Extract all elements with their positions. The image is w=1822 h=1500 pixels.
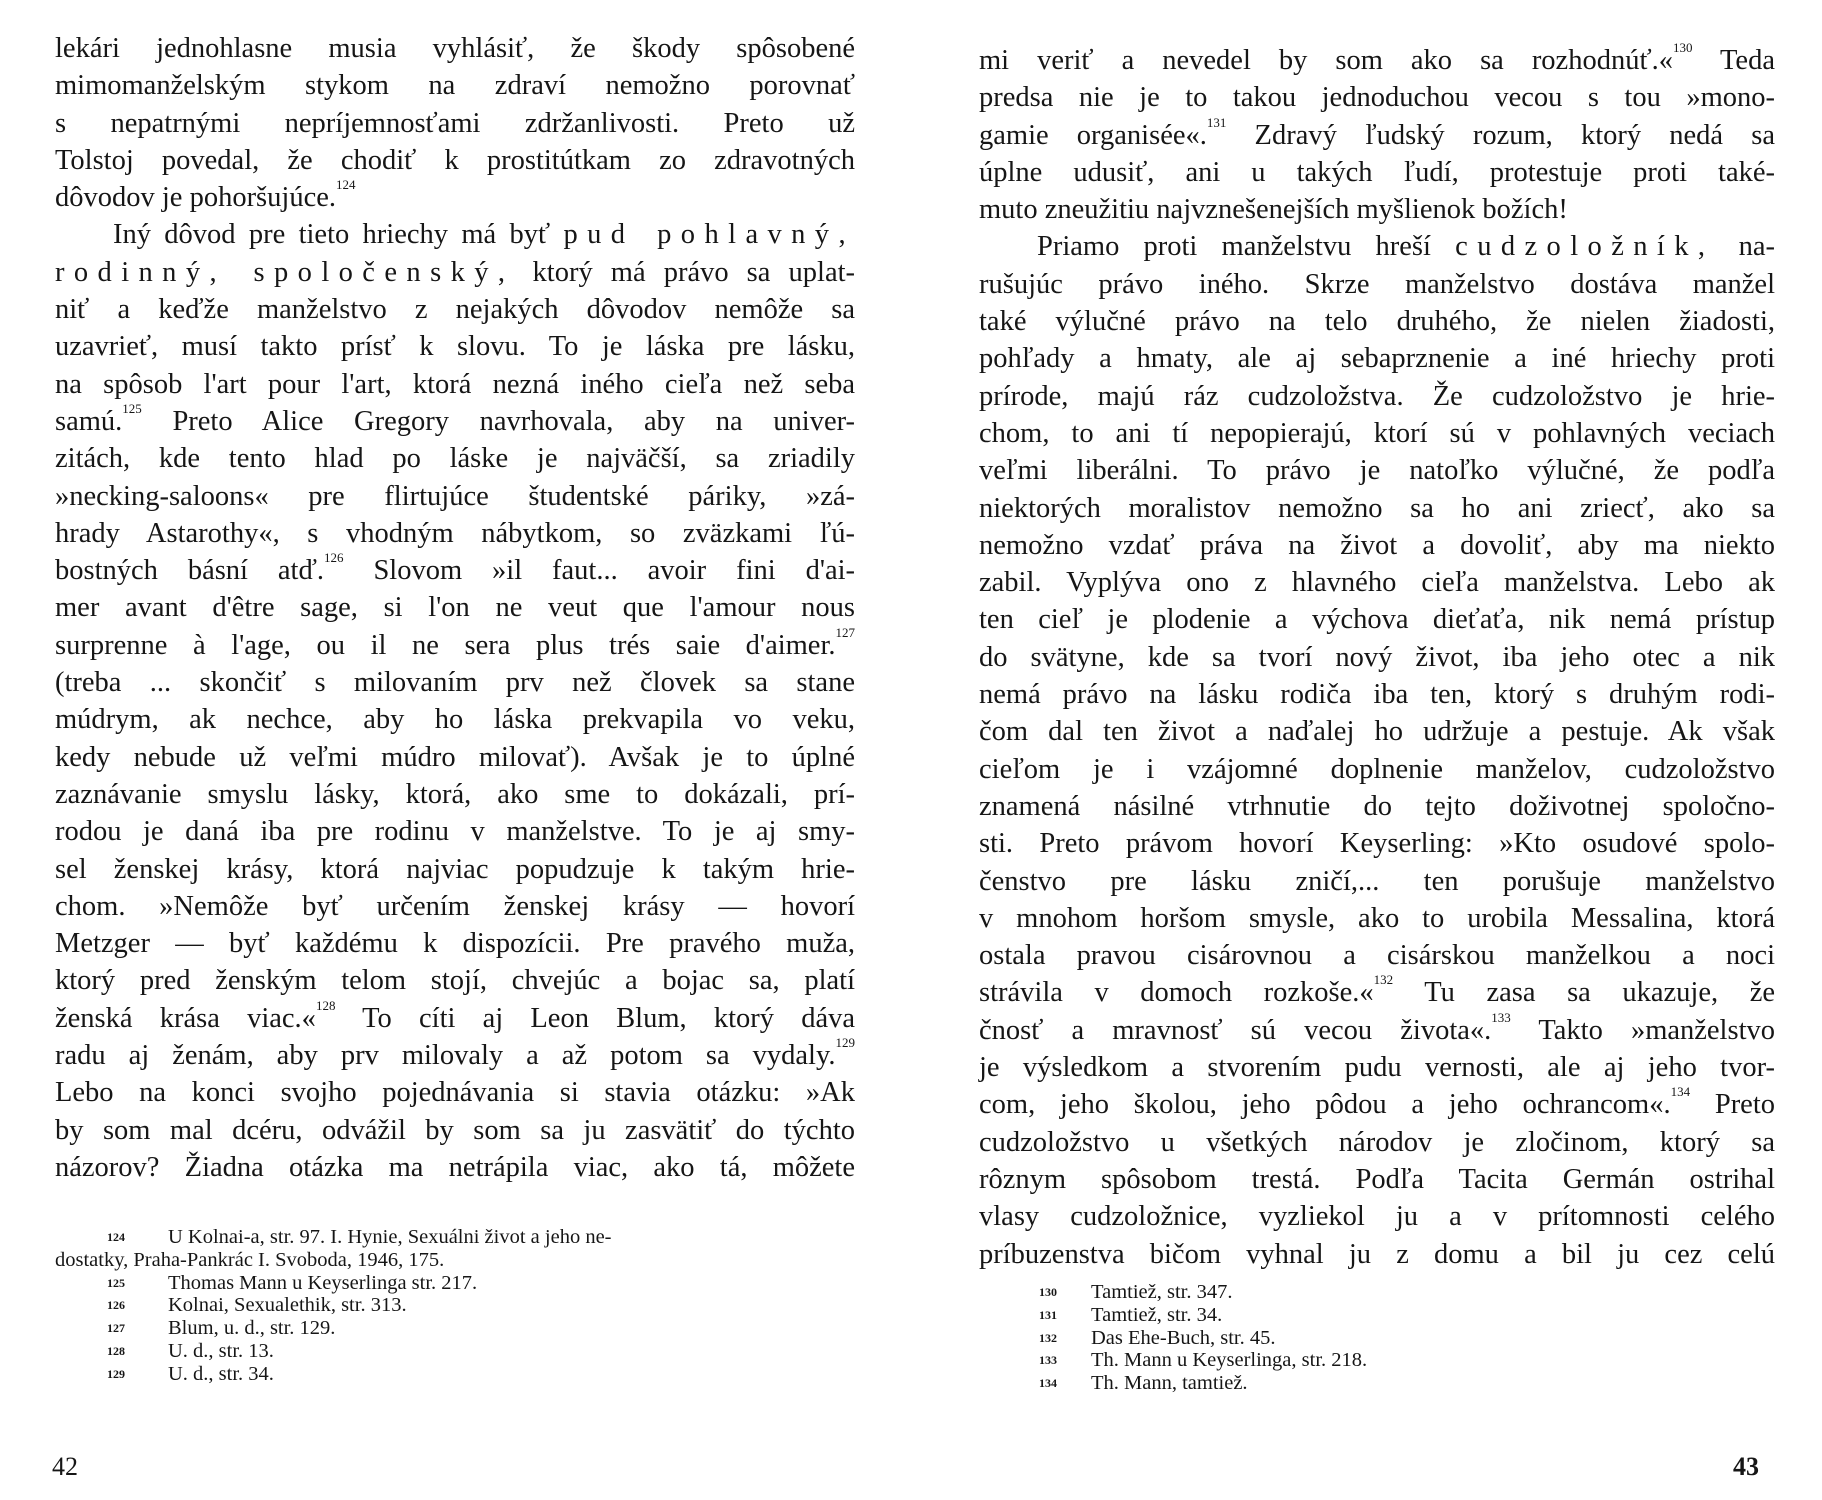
text-segment: ktorý má právo sa uplat-: [532, 256, 856, 288]
footnote-number: 124: [107, 1230, 125, 1244]
footnote-number: 133: [1039, 1353, 1057, 1368]
footnote: [55, 1340, 875, 1363]
text-line: [55, 179, 855, 216]
right-body-text: [979, 42, 1775, 1273]
text-segment: Preto Alice Gregory navrhovala, aby na univer-: [172, 405, 856, 437]
text-segment: Tu zasa sa ukazuje, že: [1424, 977, 1775, 1009]
text-line: mimomanželským stykom na zdraví nemožno porovnať: [55, 70, 855, 102]
text-line: by som mal dcéru, odvážil by som sa ju zasvätiť do týchto: [55, 1114, 855, 1146]
spaced-term: cudzoložník,: [1455, 231, 1715, 263]
text-line: [55, 624, 855, 664]
spaced-term: pud pohlavný,: [563, 219, 855, 251]
footnote-text: Tamtiež, str. 34.: [1091, 1303, 1223, 1326]
text-line: pohľady a hmaty, ale aj sebaprznenie a iné hriechy proti: [979, 343, 1775, 375]
text-line: cudzoložstvo u všetkých národov je zločinom, ktorý sa: [979, 1126, 1775, 1158]
text-segment: Preto: [1714, 1089, 1776, 1121]
text-line: múdrym, ak nechce, aby ho láska prekvapila vo veku,: [55, 704, 855, 736]
footnote-text: Das Ehe-Buch, str. 45.: [1091, 1326, 1276, 1349]
text-line: názorov? Žiadna otázka ma netrápila viac, ako tá, môžete: [55, 1151, 855, 1183]
text-line: [55, 400, 856, 440]
footnote-text: U Kolnai-a, str. 97. I. Hynie, Sexuálni život a jeho ne-: [168, 1226, 612, 1248]
text-line: [979, 974, 1775, 1011]
text-line: [979, 1009, 1775, 1049]
footnote-ref: 129: [835, 1035, 855, 1051]
text-line: ostala pravou cisárovnou a cisárskou manželkou a noci: [979, 940, 1775, 972]
text-line: [55, 552, 855, 589]
footnote-number: 125: [107, 1275, 125, 1290]
text-line: niektorých moralistov nemožno sa ho ani zriecť, ako sa: [979, 492, 1775, 524]
text-line: úplne udusiť, ani u takých ľudí, protestuje proti také-: [979, 156, 1775, 188]
text-line: prírode, majú ráz cudzoložstva. Že cudzoložstvo je hrie-: [979, 380, 1775, 412]
text-line: čenstvo pre lásku zničí,... ten porušuje manželstvo: [979, 865, 1775, 897]
text-line: [55, 254, 855, 291]
text-line: nemá právo na lásku rodiča iba ten, ktorý s druhým rodi-: [979, 679, 1775, 711]
text-line: zabil. Vyplýva ono z hlavného cieľa manželstva. Lebo ak: [979, 567, 1775, 599]
text-line: zaznávanie smyslu lásky, ktorá, ako sme to dokázali, prí-: [55, 778, 855, 810]
text-line: rodou je daná iba pre rodinu v manželstve. To je aj smy-: [55, 816, 855, 848]
footnote-ref: 132: [1373, 972, 1394, 988]
text-line: na spôsob l'art pour l'art, ktorá nezná iného cieľa než seba: [55, 368, 855, 400]
text-line: ten cieľ je plodenie a výchova dieťaťa, nik nemá prístup: [979, 604, 1775, 636]
text-line: ktorý pred ženským telom stojí, chvejúc a bojac sa, platí: [55, 965, 855, 997]
text-line: chom, to ani tí nepopierajú, ktorí sú v pohlavných veciach: [979, 417, 1775, 449]
text-line: do svätyne, kde sa tvorí nový život, iba jeho otec a nik: [979, 641, 1775, 673]
text-line: príbuzenstva bičom vyhnal ju z domu a bil ju cez celú: [979, 1238, 1775, 1270]
text-line: [979, 42, 1775, 79]
footnote: [979, 1349, 1759, 1372]
footnote-ref: 127: [835, 624, 855, 640]
footnote-number: 132: [1039, 1330, 1057, 1345]
text-segment: ženská krása viac.«: [55, 1002, 316, 1034]
text-segment: surprenne à l'age, ou il ne sera plus trés saie d'aimer.: [55, 629, 836, 661]
footnote-text: Blum, u. d., str. 129.: [168, 1317, 336, 1340]
footnote-number: 128: [107, 1343, 125, 1358]
footnote: [55, 1249, 875, 1272]
text-line: niť a keďže manželstvo z nejakých dôvodov nemôže sa: [55, 294, 855, 326]
text-line: predsa nie je to takou jednoduchou vecou s tou »mono-: [979, 82, 1775, 114]
footnote-text: Tamtiež, str. 347.: [1091, 1281, 1233, 1303]
footnote-ref: 131: [1206, 114, 1227, 130]
text-line: Tolstoj povedal, že chodiť k prostitútkam zo zdravotných: [55, 144, 855, 176]
footnote-text: Th. Mann u Keyserlinga, str. 218.: [1091, 1349, 1368, 1372]
footnote: [55, 1363, 875, 1386]
text-line: Lebo na konci svojho pojednávania si stavia otázku: »Ak: [55, 1077, 855, 1109]
footnote-number: 126: [107, 1298, 125, 1313]
footnote: [55, 1317, 875, 1340]
text-line: [55, 1037, 855, 1074]
footnote-number: 129: [107, 1366, 125, 1381]
text-line: znamená násilné vtrhnutie do tejto doživotnej spoločno-: [979, 790, 1775, 822]
text-line: chom. »Nemôže byť určením ženskej krásy — hovorí: [55, 890, 855, 922]
text-segment: To cíti aj Leon Blum, ktorý dáva: [362, 1002, 855, 1034]
text-line: hrady Astarothy«, s vhodným nábytkom, so zväzkami ľú-: [55, 517, 855, 549]
footnote-number: 127: [107, 1321, 125, 1336]
text-segment: com, jeho školou, jeho pôdou a jeho ochrancom«.: [979, 1089, 1671, 1121]
text-segment: Takto »manželstvo: [1538, 1014, 1775, 1046]
footnote: [979, 1304, 1759, 1327]
text-line: kedy nebude už veľmi múdro milovať). Avšak je to úplné: [55, 741, 855, 773]
left-body-text: [55, 30, 855, 1186]
footnote-text: dostatky, Praha-Pankrác I. Svoboda, 1946, 175.: [55, 1248, 445, 1271]
text-segment: Slovom »il faut... avoir fini d'ai-: [373, 555, 856, 587]
footnote-text: Thomas Mann u Keyserlinga str. 217.: [168, 1271, 478, 1294]
text-segment: Priamo proti manželstvu hreší: [1037, 231, 1431, 263]
text-line: [979, 1086, 1775, 1123]
footnote: [55, 1226, 875, 1249]
footnote-ref: 133: [1491, 1009, 1511, 1025]
text-line: sti. Preto právom hovorí Keyserling: »Kto osudové spolo-: [979, 828, 1775, 860]
footnote-text: U. d., str. 34.: [168, 1362, 274, 1385]
footnote-ref: 128: [315, 997, 336, 1013]
page-number: 43: [1733, 1452, 1759, 1481]
footnote-number: 131: [1039, 1307, 1057, 1322]
footnote-ref: 126: [324, 550, 344, 566]
text-segment: gamie organisée«.: [979, 119, 1207, 151]
text-line: [55, 997, 855, 1037]
text-segment: na-: [1738, 231, 1776, 263]
text-segment: samú.: [55, 405, 123, 437]
text-line: muto zneužitiu najvznešenejších myšlienok božích!: [979, 194, 1568, 226]
footnote-ref: 130: [1673, 40, 1693, 55]
right-footnotes: [979, 1281, 1759, 1395]
text-line: s nepatrnými nepríjemnosťami zdržanlivosti. Preto už: [55, 107, 855, 139]
text-line: veľmi liberálni. To právo je natoľko výlučné, že podľa: [979, 455, 1775, 487]
spaced-term: rodinný, spoločenský,: [55, 256, 515, 288]
footnote-number: 134: [1039, 1376, 1057, 1391]
text-line: [55, 216, 855, 253]
text-segment: radu aj ženám, aby prv milovaly a až potom sa vydaly.: [55, 1040, 836, 1072]
text-line: mer avant d'être sage, si l'on ne veut que l'amour nous: [55, 592, 855, 624]
footnote-text: Kolnai, Sexualethik, str. 313.: [168, 1294, 407, 1317]
text-segment: dôvodov je pohoršujúce.: [55, 182, 336, 214]
text-line: cieľom je i vzájomné doplnenie manželov, cudzoložstvo: [979, 753, 1775, 785]
text-line: je výsledkom a stvorením pudu vernosti, ale aj jeho tvor-: [979, 1052, 1775, 1084]
text-line: uzavrieť, musí takto prísť k slovu. To je láska pre lásku,: [55, 331, 855, 363]
text-line: rôznym spôsobom trestá. Podľa Tacita Germán ostrihal: [979, 1163, 1775, 1195]
footnote: [979, 1372, 1759, 1395]
text-line: [979, 114, 1775, 154]
text-line: zitách, kde tento hlad po láske je najväčší, sa zriadily: [55, 443, 855, 475]
text-line: také výlučné právo na telo druhého, že nielen žiadosti,: [979, 306, 1775, 338]
text-line: (treba ... skončiť s milovaním prv než človek sa stane: [55, 667, 855, 699]
text-line: lekári jednohlasne musia vyhlásiť, že škody spôsobené: [55, 33, 855, 64]
footnote-ref: 134: [1670, 1084, 1691, 1100]
text-segment: strávila v domoch rozkoše.«: [979, 977, 1374, 1009]
text-segment: Zdravý ľudský rozum, ktorý nedá sa: [1254, 119, 1775, 151]
footnote: [55, 1294, 875, 1317]
text-line: [979, 228, 1775, 265]
footnote-text: U. d., str. 13.: [168, 1339, 274, 1362]
text-line: sel ženskej krásy, ktorá najviac popudzuje k takým hrie-: [55, 853, 855, 885]
text-segment: mi veriť a nevedel by som ako sa rozhodnúť.«: [979, 45, 1674, 76]
footnote: [979, 1327, 1759, 1350]
right-page: [911, 0, 1822, 1500]
text-line: Metzger — byť každému k dispozícii. Pre pravého muža,: [55, 928, 855, 960]
left-footnotes: [55, 1226, 875, 1386]
text-segment: čnosť a mravnosť sú vecou života«.: [979, 1014, 1492, 1046]
footnote-ref: 125: [122, 400, 142, 416]
text-line: »necking-saloons« pre flirtujúce študentské páriky, »zá-: [55, 480, 855, 512]
footnote: [55, 1272, 875, 1295]
footnote: [979, 1281, 1759, 1304]
text-line: čom dal ten život a naďalej ho udržuje a pestuje. Ak však: [979, 716, 1775, 748]
text-segment: Teda: [1720, 45, 1775, 76]
footnote-number: 130: [1039, 1285, 1057, 1299]
text-line: nemožno vzdať práva na život a dovoliť, aby ma niekto: [979, 529, 1775, 561]
text-line: rušujúc právo iného. Skrze manželstvo dostáva manžel: [979, 268, 1775, 300]
text-line: vlasy cudzoložnice, vyzliekol ju a v prítomnosti celého: [979, 1201, 1775, 1233]
text-line: v mnohom horšom smysle, ako to urobila Messalina, ktorá: [979, 902, 1775, 934]
footnote-ref: 124: [336, 177, 356, 193]
page-number: 42: [52, 1452, 78, 1481]
text-segment: bostných básní atď.: [55, 555, 325, 587]
text-segment: Iný dôvod pre tieto hriechy má byť: [113, 219, 551, 251]
footnote-text: Th. Mann, tamtiež.: [1091, 1372, 1248, 1395]
